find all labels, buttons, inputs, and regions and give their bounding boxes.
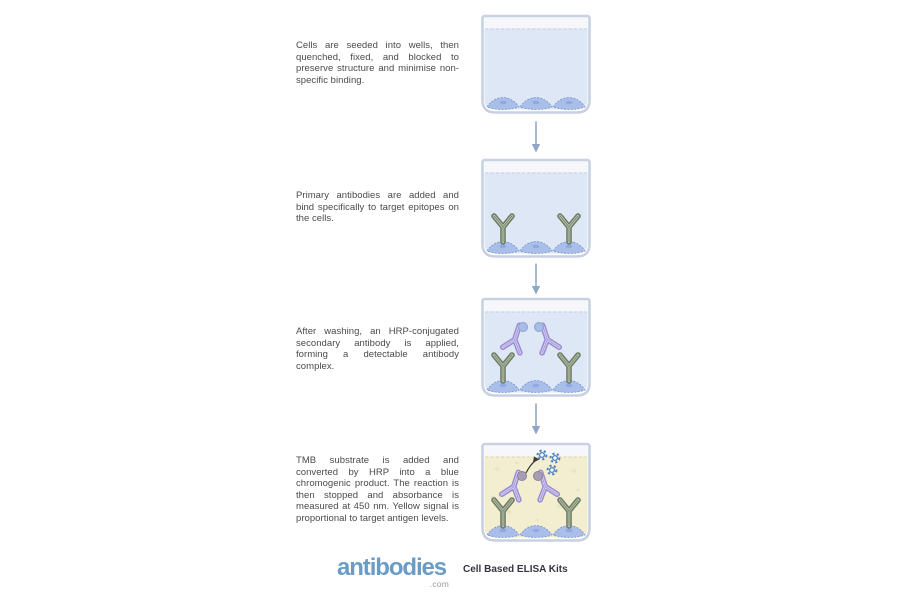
step-2-description: Primary antibodies are added and bind specifically to target epitopes on the cells.	[296, 190, 459, 225]
hrp-enzyme-icon	[534, 472, 543, 481]
step-1-well-illustration	[479, 14, 593, 116]
flow-arrow-1	[530, 120, 542, 154]
well-headspace	[485, 446, 588, 457]
step-3-well-illustration	[479, 297, 593, 399]
product-title: Cell Based ELISA Kits	[463, 564, 568, 575]
liquid	[485, 29, 588, 110]
step-4-well-illustration	[479, 442, 593, 544]
liquid	[485, 457, 588, 538]
brand-tld: .com	[429, 579, 449, 589]
brand-name: antibodies	[337, 554, 447, 581]
hrp-enzyme-icon	[519, 323, 528, 332]
liquid	[485, 173, 588, 254]
well-headspace	[485, 301, 588, 312]
well-headspace	[485, 162, 588, 173]
flow-arrow-2	[530, 262, 542, 296]
well-headspace	[485, 18, 588, 29]
step-3-description: After washing, an HRP-conjugated secondary antibody is applied, forming a detectable antibody complex.	[296, 326, 459, 372]
hrp-enzyme-icon	[518, 472, 527, 481]
hrp-enzyme-icon	[535, 323, 544, 332]
step-2-well-illustration	[479, 158, 593, 260]
step-1-description: Cells are seeded into wells, then quenched, fixed, and blocked to preserve structure and minimise non-specific binding.	[296, 40, 459, 86]
flow-arrow-3	[530, 402, 542, 436]
step-4-description: TMB substrate is added and converted by HRP into a blue chromogenic product. The reaction is then stopped and absorbance is measured at 450 nm. Yellow signal is proportional to target antigen levels.	[296, 455, 459, 524]
brand-logo	[337, 554, 450, 582]
